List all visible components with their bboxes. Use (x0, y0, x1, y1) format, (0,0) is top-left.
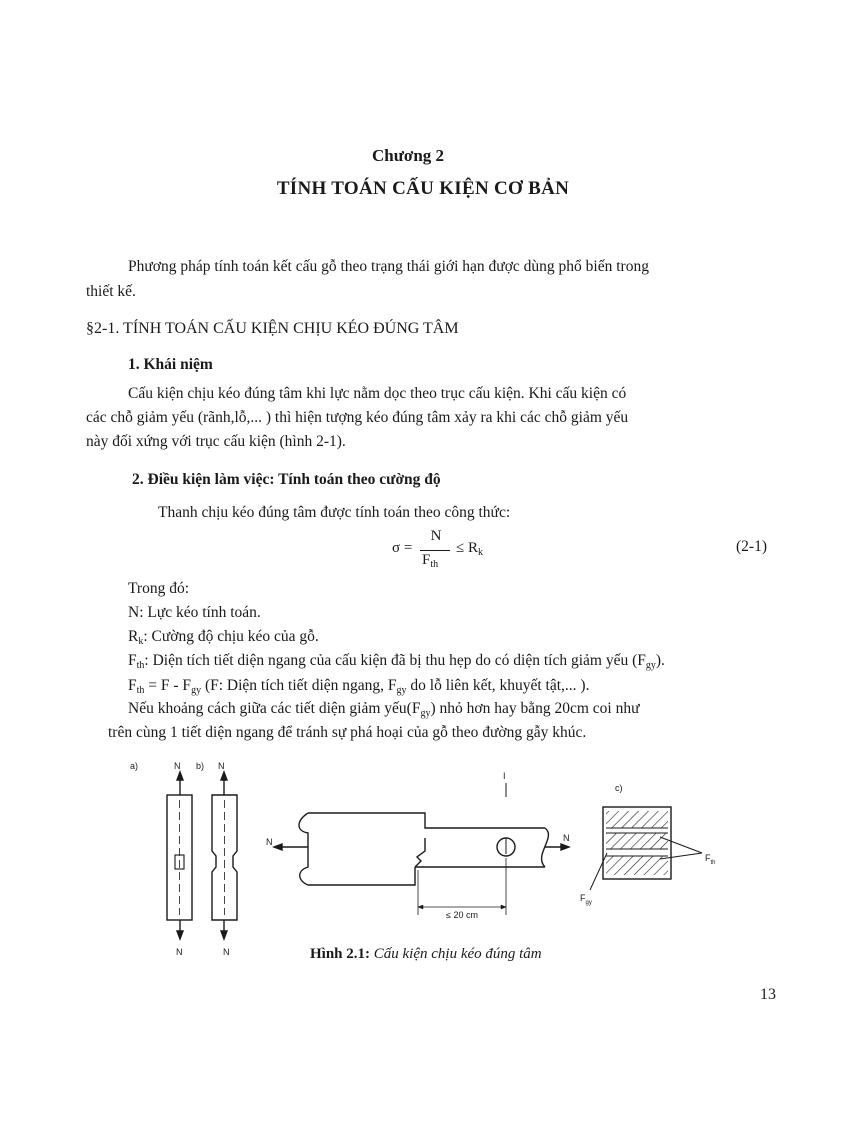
intro-line-1: Phương pháp tính toán kết cấu gỗ theo trạng thái giới hạn được dùng phổ biến trong (128, 258, 649, 275)
page-number: 13 (760, 986, 776, 1003)
def-n: N: Lực kéo tính toán. (128, 604, 261, 621)
fig-label-fth: $F_{th}$ (705, 853, 716, 866)
section-heading: §2-1. TÍNH TOÁN CẤU KIỆN CHỊU KÉO ĐÚNG TÂM (86, 320, 459, 337)
formula-number: (2-1) (736, 538, 767, 555)
fig-force-a-bottom: N (176, 947, 183, 957)
intro-line-2: thiết kế. (86, 283, 136, 300)
fig-force-right: N (563, 833, 570, 843)
formula (392, 528, 512, 574)
where-label: Trong đó: (128, 580, 190, 597)
caption-number: Hình 2.1: (310, 946, 371, 962)
fig-force-b-bottom: N (223, 947, 230, 957)
fig-label-c: c) (615, 783, 623, 793)
condition-heading: 2. Điều kiện làm việc: Tính toán theo cường độ (132, 471, 441, 488)
cross-section (590, 807, 702, 890)
caption-text: Cấu kiện chịu kéo đúng tâm (373, 946, 542, 962)
def-rk: $R_k$: Cường độ chịu kéo của gỗ. (128, 628, 319, 647)
formula-denominator: $F_{th}$ (422, 552, 439, 570)
formula-numerator: N (430, 528, 442, 544)
figure-caption (310, 946, 542, 963)
concept-heading: 1. Khái niệm (128, 356, 213, 373)
fig-label-a: a) (130, 761, 139, 771)
formula-relation: ≤ $R_k$ (456, 540, 483, 558)
note-line-2: trên cùng 1 tiết diện ngang để tránh sự phá hoại của gỗ theo đường gẫy khúc. (108, 724, 587, 741)
fig-label-b: b) (196, 761, 205, 771)
def-fth: $F_{th}$: Diện tích tiết diện ngang của cấu kiện đã bị thu hẹp do có diện tích giảm yếu $(F_{gy})$. (128, 652, 665, 671)
chapter-title: TÍNH TOÁN CẤU KIỆN CƠ BẢN (276, 178, 570, 199)
fig-dimension: ≤ 20 cm (446, 910, 478, 920)
fig-force-b-top: N (218, 761, 225, 771)
chapter-label: Chương 2 (371, 146, 445, 165)
eq-fth: $F_{th} = F - F_{gy}$ (F: Diện tích tiết diện ngang, $F_{gy}$ do lỗ liên kết, khuyết tật,... ). (128, 677, 590, 696)
fig-label-fgy: $F_{gy}$ (580, 893, 592, 906)
bar-b (212, 772, 237, 939)
note-line-1: Nếu khoảng cách giữa các tiết diện giảm $yếu(F_{gy})$ nhỏ hơn hay bằng 20cm coi như (128, 700, 640, 719)
concept-line-1: Cấu kiện chịu kéo đúng tâm khi lực nằm dọc theo trục cấu kiện. Khi cấu kiện có (128, 385, 627, 402)
fig-section-mark: I (503, 771, 506, 781)
concept-line-2: các chỗ giảm yếu (rãnh,lỗ,... ) thì hiện tượng kéo đúng tâm xảy ra khi các chỗ giảm yếu (86, 409, 629, 426)
fig-force-left: N (266, 837, 273, 847)
bar-a (167, 772, 192, 939)
fig-force-a-top: N (174, 761, 181, 771)
beam-splice (274, 783, 569, 915)
condition-intro: Thanh chịu kéo đúng tâm được tính toán theo công thức: (158, 504, 511, 521)
formula-lhs: σ = (392, 540, 413, 556)
concept-line-3: này đối xứng với trục cấu kiện (hình 2-1). (86, 433, 346, 450)
fraction-bar (420, 550, 450, 551)
